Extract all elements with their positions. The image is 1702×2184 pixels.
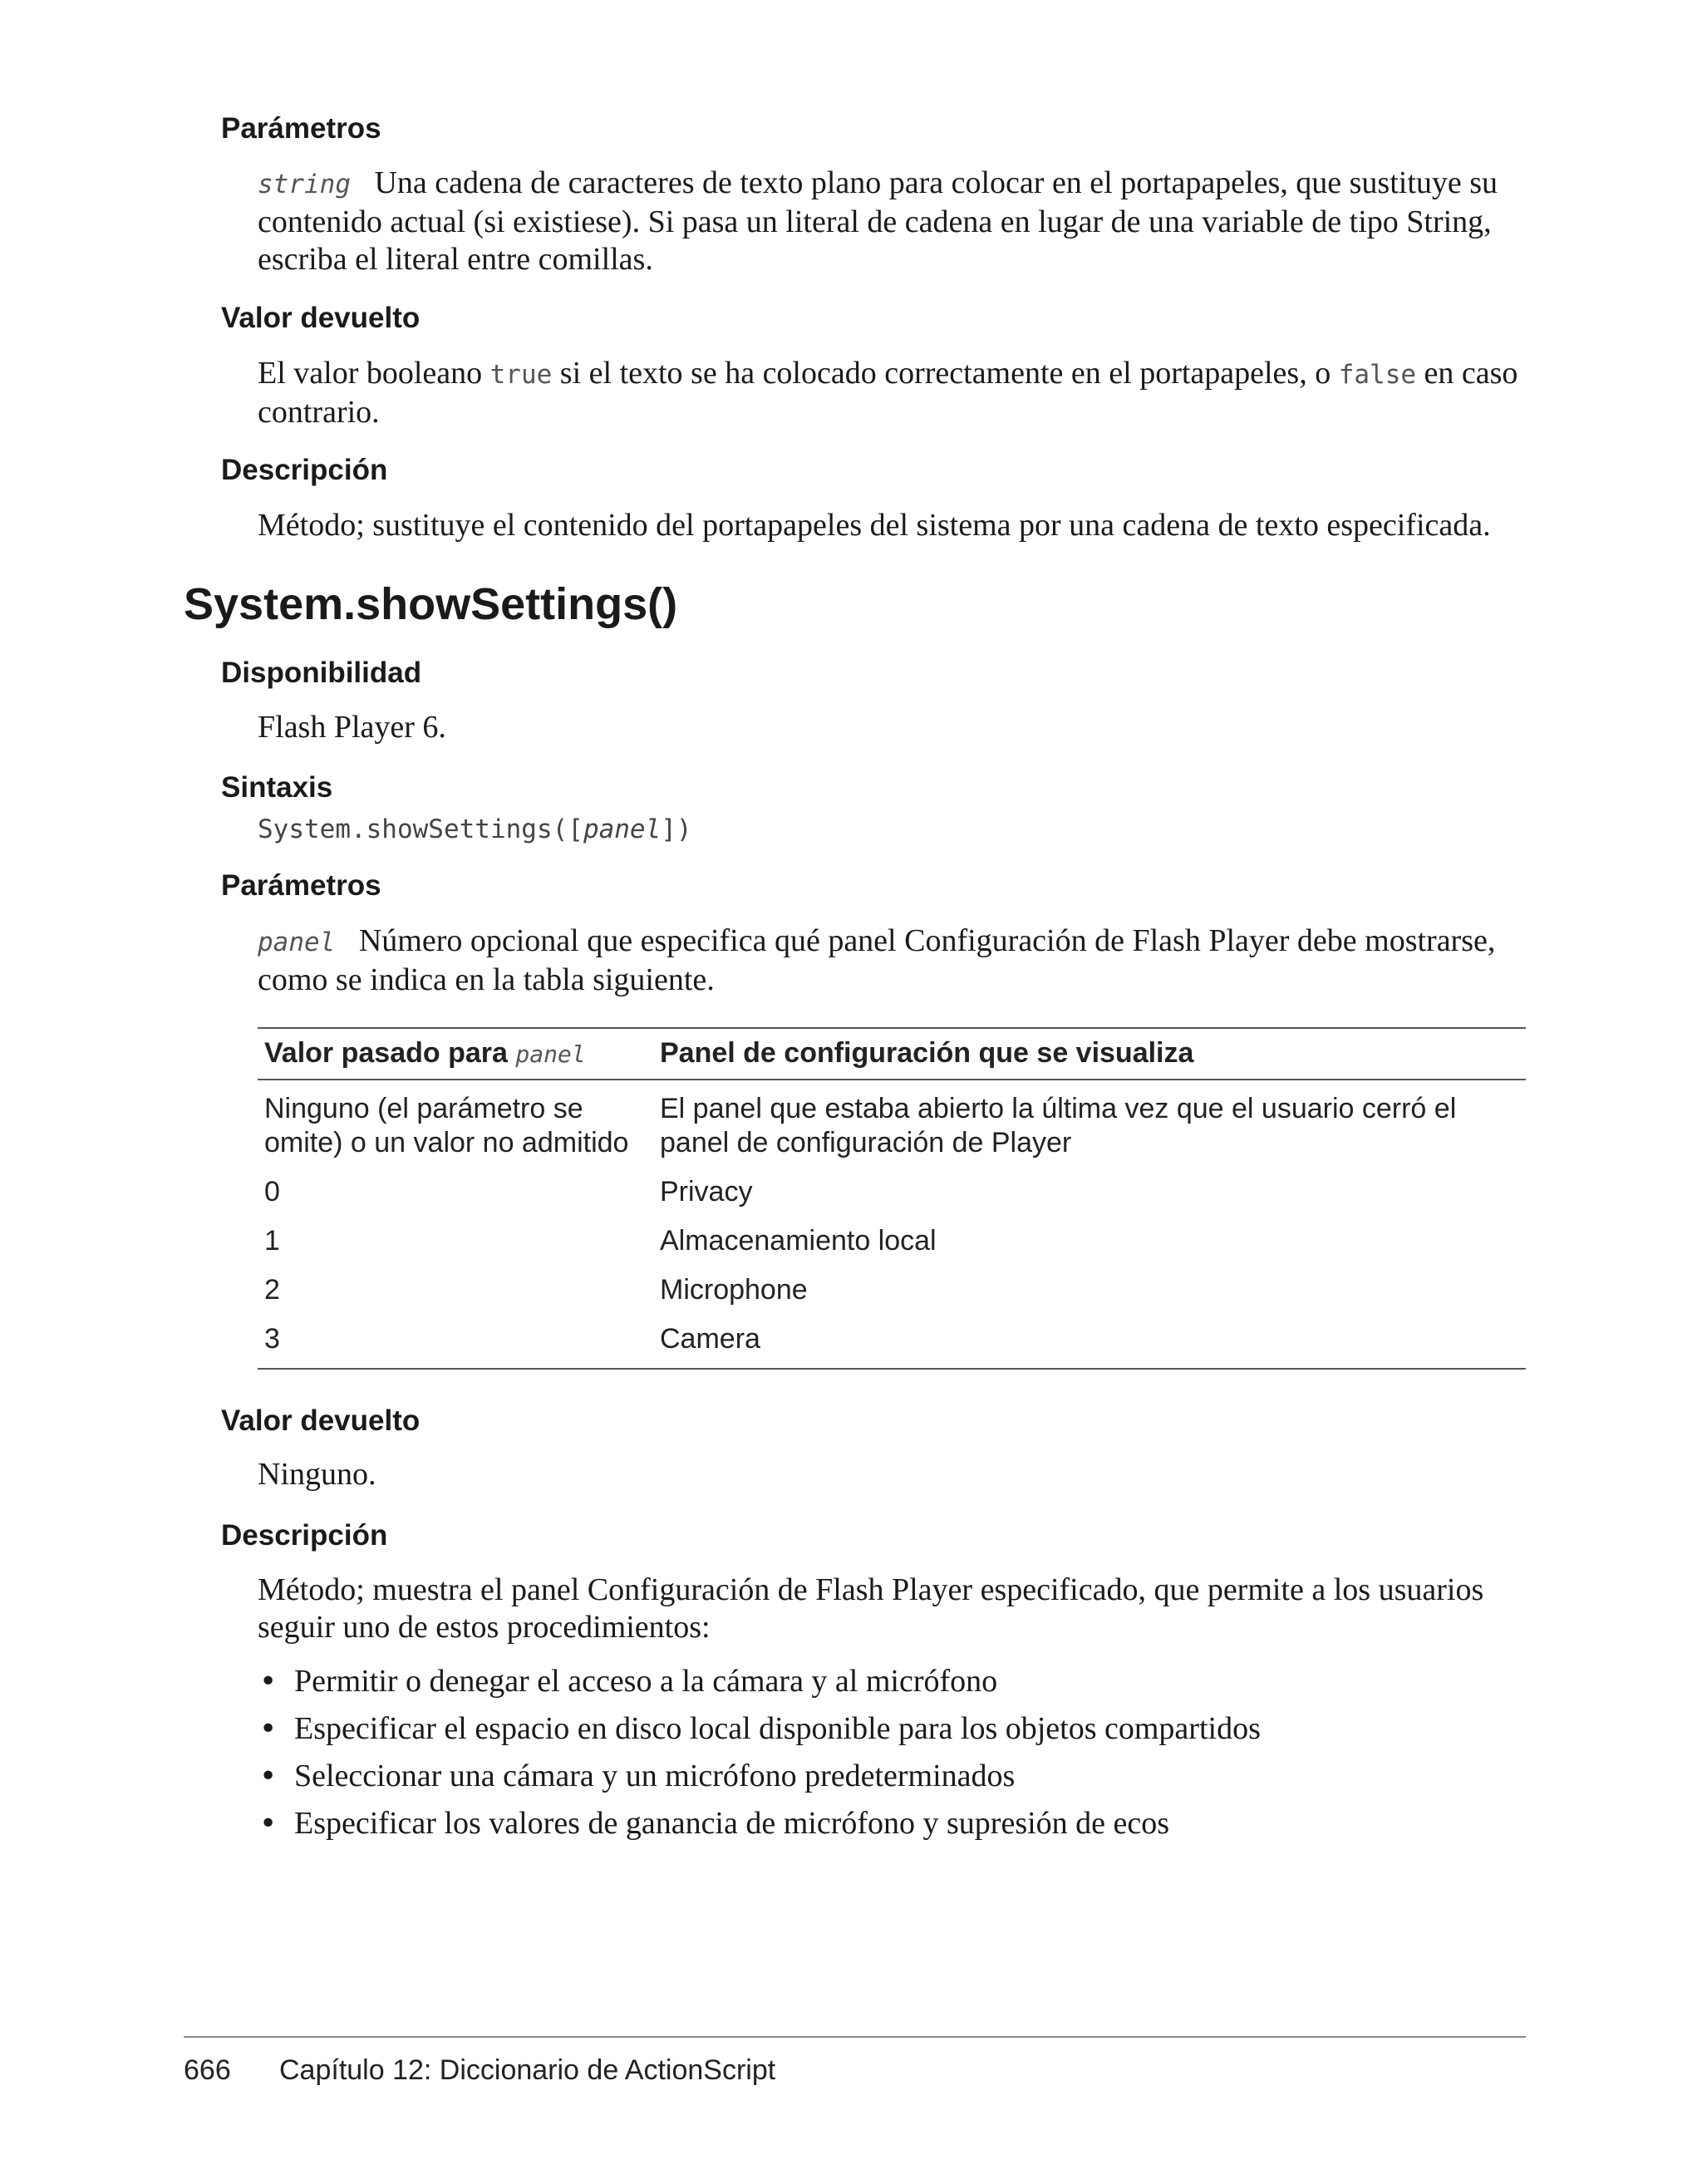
code-false: false xyxy=(1338,360,1417,390)
table-row xyxy=(258,1080,1526,1168)
return-value-heading: Valor devuelto xyxy=(221,302,421,334)
parameter-text: Número opcional que especifica qué panel Configuración de Flash Player debe mostrarse, como se indica en la tabla siguiente. xyxy=(258,923,1496,997)
syntax-prefix: System.showSettings([ xyxy=(258,814,583,844)
panel-values-table xyxy=(258,1027,1526,1370)
list-item xyxy=(258,1800,1261,1847)
cell-panel: Almacenamiento local xyxy=(660,1225,937,1257)
footer-divider xyxy=(184,2036,1526,2038)
list-item-text: Especificar el espacio en disco local disponible para los objetos compartidos xyxy=(294,1711,1261,1746)
return-text-part: si el texto se ha colocado correctamente en el portapapeles, o xyxy=(552,356,1339,391)
return-value-text xyxy=(258,355,1529,431)
return-value-heading: Valor devuelto xyxy=(221,1404,421,1437)
table-row xyxy=(258,1217,1526,1267)
list-item xyxy=(258,1705,1261,1753)
list-item-text: Permitir o denegar el acceso a la cámara y al micrófono xyxy=(294,1664,998,1699)
cell-panel: El panel que estaba abierto la última vez que el usuario cerró el panel de configuración de Player xyxy=(660,1093,1457,1158)
return-text-part: en caso contrario. xyxy=(258,356,1518,430)
list-item-text: Seleccionar una cámara y un micrófono predeterminados xyxy=(294,1759,1016,1793)
description-heading: Descripción xyxy=(221,454,388,486)
bullet-icon: • xyxy=(259,1807,278,1841)
code-true: true xyxy=(489,360,553,390)
cell-value: 3 xyxy=(258,1316,653,1369)
list-item xyxy=(258,1658,1261,1705)
syntax-param: panel xyxy=(583,814,662,844)
chapter-title: Capítulo 12: Diccionario de ActionScript xyxy=(279,2054,776,2086)
list-item xyxy=(258,1753,1261,1800)
description-text: Método; sustituye el contenido del portapapeles del sistema por una cadena de texto especificada. xyxy=(258,508,1491,543)
description-text: Método; muestra el panel Configuración de Flash Player especificado, que permite a los usuarios seguir uno de estos procedimientos: xyxy=(258,1572,1484,1645)
bullet-icon: • xyxy=(259,1665,278,1699)
cell-value: Ninguno (el parámetro se omite) o un valor no admitido xyxy=(264,1093,629,1158)
syntax-heading: Sintaxis xyxy=(221,771,333,804)
table-row xyxy=(258,1267,1526,1316)
cell-value: 2 xyxy=(264,1274,280,1306)
return-value-text: Ninguno. xyxy=(258,1457,376,1492)
bullet-icon: • xyxy=(259,1759,278,1793)
table-header-panel: Panel de configuración que se visualiza xyxy=(653,1028,1526,1080)
parameters-heading: Parámetros xyxy=(221,112,381,145)
cell-panel: Camera xyxy=(653,1316,1526,1369)
cell-panel: Microphone xyxy=(660,1274,808,1306)
table-row xyxy=(258,1168,1526,1217)
header-code: panel xyxy=(515,1040,586,1068)
table-header-row xyxy=(258,1028,1526,1080)
return-text-part: El valor booleano xyxy=(258,356,490,391)
cell-value: 0 xyxy=(264,1176,280,1208)
parameters-heading: Parámetros xyxy=(221,869,381,902)
availability-heading: Disponibilidad xyxy=(221,657,422,689)
parameter-name: string xyxy=(258,170,351,199)
availability-text: Flash Player 6. xyxy=(258,710,446,745)
procedures-list xyxy=(258,1658,1261,1847)
parameter-description xyxy=(258,165,1529,278)
syntax-code xyxy=(258,814,692,844)
cell-panel: Privacy xyxy=(660,1176,753,1208)
header-text: Valor pasado para xyxy=(264,1036,516,1069)
table-header-value xyxy=(258,1028,653,1080)
bullet-icon: • xyxy=(259,1712,278,1746)
parameter-text: Una cadena de caracteres de texto plano para colocar en el portapapeles, que sustituye su contenido actual (si existiese). Si pasa un literal de cadena en lugar de una variable de tipo String, escriba el literal entre comillas. xyxy=(258,165,1498,277)
list-item-text: Especificar los valores de ganancia de micrófono y supresión de ecos xyxy=(294,1806,1170,1841)
syntax-suffix: ]) xyxy=(661,814,692,844)
parameter-name: panel xyxy=(258,927,336,957)
parameter-description xyxy=(258,922,1529,999)
table-row xyxy=(258,1316,1526,1369)
cell-value: 1 xyxy=(264,1225,280,1257)
page-number: 666 xyxy=(184,2054,231,2086)
description-heading: Descripción xyxy=(221,1519,388,1552)
method-title: System.showSettings() xyxy=(184,579,678,629)
